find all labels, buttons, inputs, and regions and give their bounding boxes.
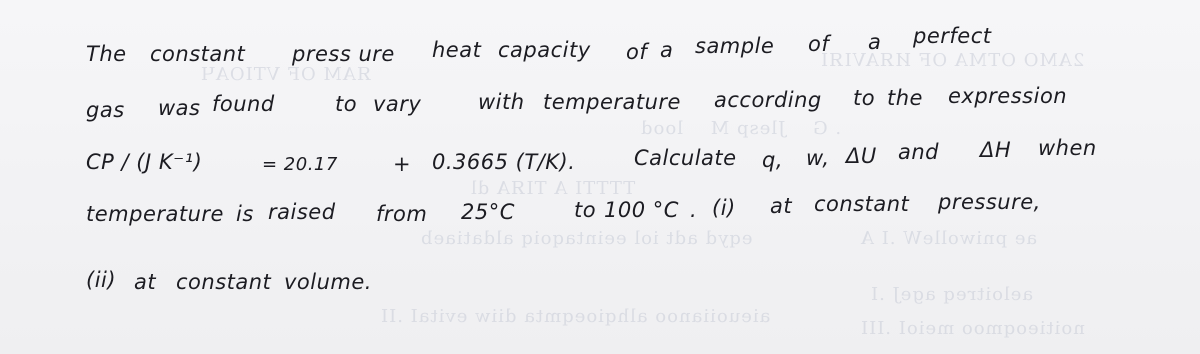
word: raised [268,200,336,224]
word: vary [373,92,422,116]
word: constant [176,270,272,294]
word: from [376,202,428,226]
word: (ii) [86,268,117,292]
bleed-through-mark: TTTTI A TIЯA dl [470,178,636,199]
word: constant [150,42,246,66]
word: + [393,152,412,176]
word: with [478,90,525,114]
word: when [1038,136,1097,160]
word: temperature [543,90,681,114]
word: (i) [712,196,736,220]
word: capacity [498,38,591,62]
word: is [236,202,254,226]
word: press ure [292,42,395,66]
bleed-through-mark: . G Jlesp M lood [640,118,842,139]
word: a [660,38,674,62]
word: . [690,198,698,222]
word: expression [948,84,1068,108]
word: w, [806,146,830,170]
bleed-through-mark: aieuoiianoo alhqioeqmta diiw evitaI .II [380,306,771,327]
word: gas [86,98,125,122]
bleed-through-mark: eqyd adt iol eeintaqoiq aldatiaeb [420,228,753,249]
bleed-through-mark: noitieoqmoo meioI .III [860,318,1085,339]
word: 25°C [461,200,515,224]
word: 100 °C [604,198,679,222]
bleed-through-mark: aeloitreq ageJ .I [870,284,1034,305]
word: and [898,140,940,164]
bleed-through-mark: 2AMO OTMA OF ИЯAVIЯI [820,50,1085,71]
word: sample [695,34,775,58]
bleed-through-mark: ЯAM OF VTIOAЧ [200,64,372,85]
word: ΔH [980,138,1012,162]
word: found [212,92,275,116]
word: CP / (J K⁻¹) [86,150,203,174]
word: ΔU [846,144,877,168]
bleed-through-mark: ae pniwolleW .I A [860,228,1038,249]
word: of [808,32,830,56]
word: to [574,198,597,222]
word: 0.3665 (T/K). [432,150,576,174]
word: The [86,42,127,66]
word: was [158,96,201,120]
word: volume. [284,270,372,294]
word: at [134,270,157,294]
word: to [335,92,358,116]
word: the [887,86,923,110]
word: at [770,194,793,218]
word: temperature [86,202,224,226]
word: to [853,86,876,110]
word: according [714,88,822,112]
word: Calculate [634,146,737,170]
word: constant [814,192,910,216]
word: heat [432,38,482,62]
word: of [626,40,648,64]
word: = 20.17 [262,154,338,175]
word: perfect [913,24,992,48]
word: q, [762,148,784,172]
word: pressure, [938,190,1041,214]
word: a [868,30,882,54]
